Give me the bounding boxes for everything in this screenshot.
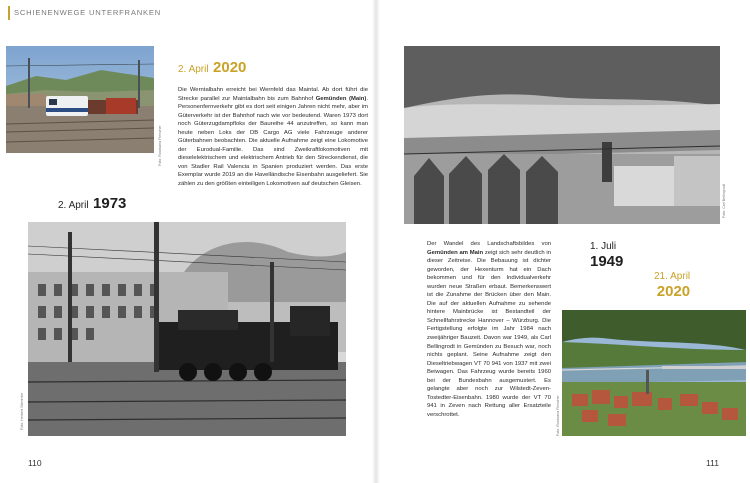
date-year: 1949: [590, 253, 624, 270]
article-text-right: Der Wandel des Landschaftsbildes von Gemünden am Main zeigt sich sehr deutlich in dieser Zeitreise. Die Bebauung ist dichter geworden, der Hexenturm hat ein Dach bekommen und für den Individualverkehr wurden neue Straßen erbaut. Bemerkenswert ist die Zunahme der Brücken über den Main. Die auf der aktuellen Aufnahme zu sehende hintere Mainbrücke ist Bestandteil der Schnellfahrstrecke Hannover – Würzburg. Die Fertigstellung erfolgte im Jahr 1984 nach zweijähriger Bauzeit. Davon war 1949, als Carl Bellingrodt in Gemünden zu Besuch war, noch nichts geplant. Seine Aufnahme zeigt den Dieseltriebwagen VT 70 941 von 1937 mit zwei Beiwagen. Das Fahrzeug wurde bereits 1960 bei der Bundesbahn ausgemustert. Es gelangte aber noch zur Wilstedt-Zeven-Tostedter-Eisenbahn. 1980 wurde der VT 70 941 in Zeven nach Rettung aller Ersatzteile verschrottet.: [427, 241, 551, 418]
emphasis-station: Gemünden (Main): [315, 95, 367, 102]
date-year: 2020: [213, 59, 247, 76]
article-text-left: Die Werntalbahn erreicht bei Wernfeld das Maintal. Ab dort führt die Strecke parallel zur Maintalbahn bis zum Bahnhof Gemünden (Main). Personenfernverkehr gibt es dort seit einigen Jahren nicht mehr, aber im Güterverkehr ist der Bahnhof nach wie vor bedeutend. Waren 1973 dort noch Güterzugdampfloks der Baureihe 44 anzutreffen, so kann man heute neben Loks der DB Cargo AG viele Fahrzeuge anderer Güterbahnen beobachten. Die aktuelle Aufnahme zeigt eine Lokomotive der Eurodual-Familie. Das sind Zweikraftlokomotiven mit dieselelektrischem und elektrischem Antrieb für den Streckendienst, die von Stadler Rail Valencia in Spanien produziert werden. Das erste Exemplar wurde 2019 an die Havelländische Eisenbahn ausgeliefert. Sie zählen zu den größten einteiligen Lokomotiven auf deutschen Gleisen.: [178, 87, 368, 188]
page-number-right: 111: [706, 458, 719, 468]
date-year: 2020: [656, 283, 691, 300]
running-head: SCHIENENWEGE UNTERFRANKEN: [14, 8, 161, 17]
photo-steam-locomotive: [28, 222, 346, 436]
date-label-1949: [590, 242, 623, 269]
book-gutter-shadow: [372, 0, 380, 483]
photo-credit-modern: Foto: Rocksana Fleischer: [158, 125, 162, 166]
photo-credit-steam: Foto: Herbert Stemmler: [20, 392, 24, 430]
emphasis-town: Gemünden am Main: [427, 249, 484, 256]
date-day: 2. April: [178, 64, 209, 75]
date-label-2020-right: [654, 272, 690, 299]
photo-credit-new-town: Foto: Rocksana Fleischer: [556, 395, 560, 436]
date-year: 1973: [93, 195, 127, 212]
photo-gemuenden-1949: [404, 46, 720, 224]
date-day: 21. April: [654, 271, 691, 282]
photo-credit-old-town: Foto: Carl Bellingrodt: [722, 184, 726, 218]
photo-gemuenden-2020: [562, 310, 746, 436]
running-head-rule: [8, 6, 10, 20]
date-day: 1. Juli: [590, 241, 617, 252]
date-label-1973: [58, 196, 126, 212]
page-number-left: 110: [28, 458, 42, 468]
date-day: 2. April: [58, 200, 89, 211]
photo-modern-locomotive: [6, 46, 154, 153]
date-label-2020-left: [178, 60, 246, 76]
